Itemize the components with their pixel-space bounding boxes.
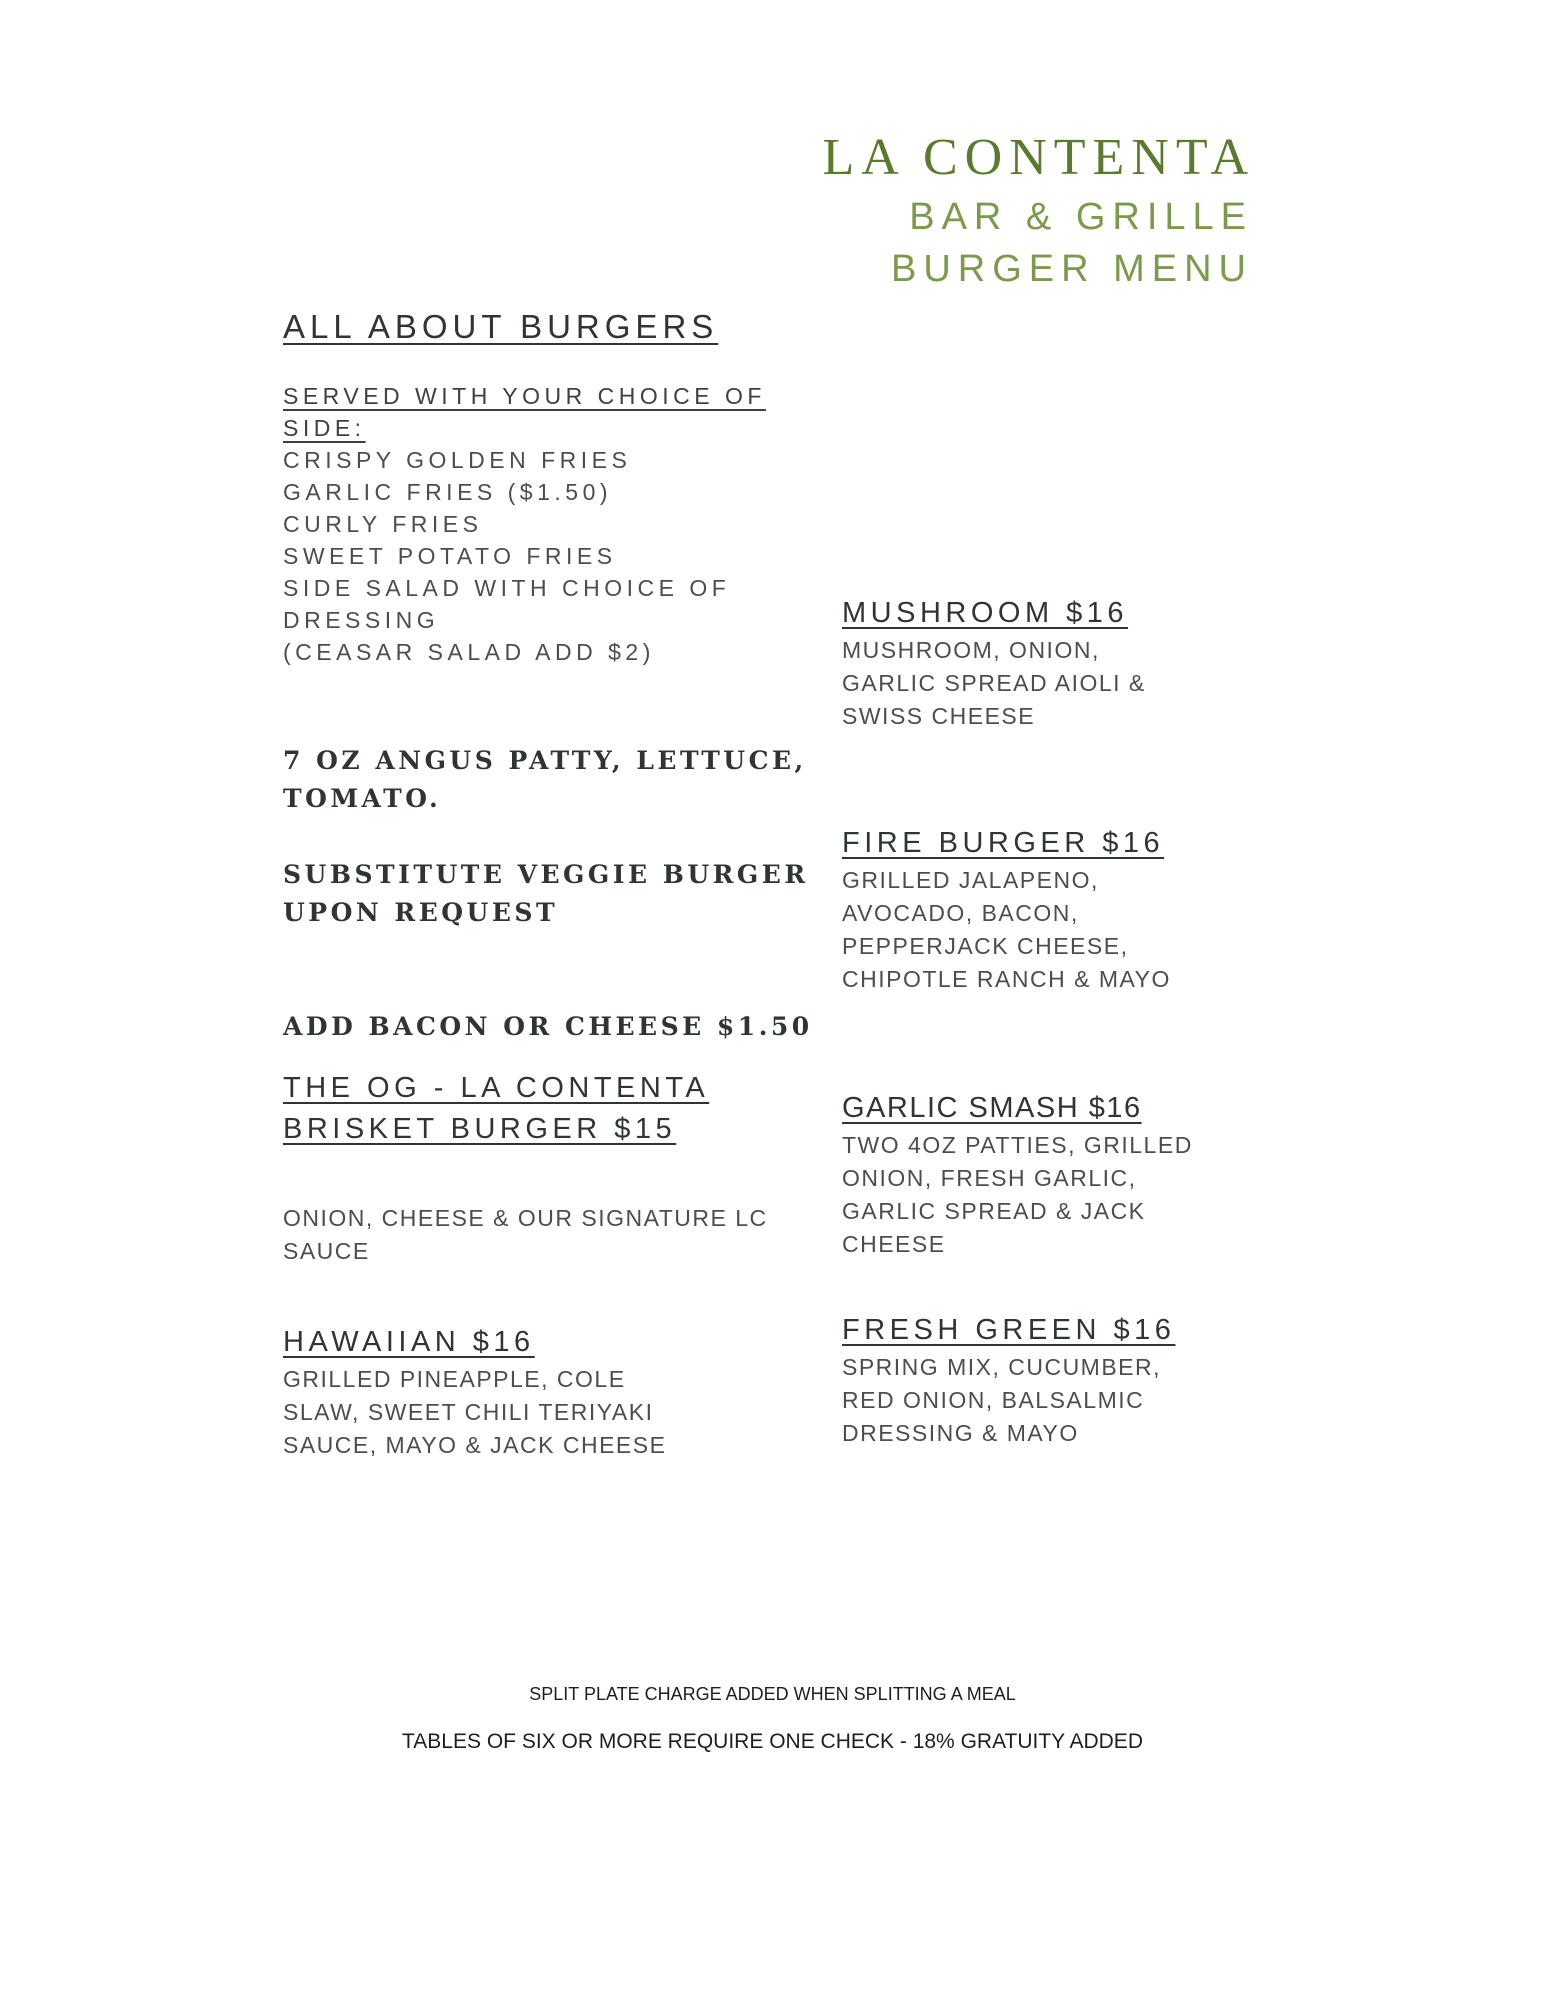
menu-item-title: MUSHROOM $16 <box>842 597 1129 629</box>
menu-item-hawaiian <box>283 1322 683 1462</box>
menu-item-mushroom <box>842 593 1182 733</box>
menu-item-title: GARLIC SMASH $16 <box>842 1092 1142 1124</box>
menu-item-fresh-green <box>842 1310 1202 1450</box>
menu-item-title: FIRE BURGER $16 <box>842 827 1165 859</box>
veggie-note: SUBSTITUTE VEGGIE BURGER UPON REQUEST <box>283 860 809 927</box>
menu-item-description: GRILLED JALAPENO, AVOCADO, BACON, PEPPERJACK CHEESE, CHIPOTLE RANCH & MAYO <box>842 867 1171 992</box>
menu-item-og <box>283 1068 709 1150</box>
menu-item-description: GRILLED PINEAPPLE, COLE SLAW, SWEET CHILI TERIYAKI SAUCE, MAYO & JACK CHEESE <box>283 1366 667 1458</box>
side-item: GARLIC FRIES ($1.50) <box>283 479 613 505</box>
side-item: CURLY FRIES <box>283 511 483 537</box>
section-heading: ALL ABOUT BURGERS <box>283 308 719 345</box>
menu-item-description: SPRING MIX, CUCUMBER, RED ONION, BALSALMIC DRESSING & MAYO <box>842 1354 1162 1446</box>
sides-list <box>283 380 843 668</box>
menu-item-title: THE OG - LA CONTENTA <box>283 1072 710 1104</box>
restaurant-name: LA CONTENTA <box>822 129 1255 186</box>
menu-item-title: FRESH GREEN $16 <box>842 1314 1176 1346</box>
menu-item-title: HAWAIIAN $16 <box>283 1326 535 1358</box>
patty-note: 7 OZ ANGUS PATTY, LETTUCE, TOMATO. <box>283 746 807 813</box>
side-item: SWEET POTATO FRIES <box>283 543 617 569</box>
addon-note: ADD BACON OR CHEESE $1.50 <box>283 1012 813 1041</box>
menu-item-description: ONION, CHEESE & OUR SIGNATURE LC SAUCE <box>283 1205 768 1264</box>
menu-name: BURGER MENU <box>890 248 1253 290</box>
side-item: SIDE SALAD WITH CHOICE OF <box>283 575 731 601</box>
sides-heading: SERVED WITH YOUR CHOICE OF SIDE: <box>283 383 766 441</box>
menu-item-description: TWO 4OZ PATTIES, GRILLED ONION, FRESH GARLIC, GARLIC SPREAD & JACK CHEESE <box>842 1132 1193 1257</box>
side-item: DRESSING <box>283 607 440 633</box>
menu-item-garlic-smash <box>842 1088 1222 1261</box>
split-plate-note: SPLIT PLATE CHARGE ADDED WHEN SPLITTING A MEAL <box>529 1684 1016 1704</box>
restaurant-subtitle: BAR & GRILLE <box>909 196 1253 238</box>
side-item: (CEASAR SALAD ADD $2) <box>283 639 655 665</box>
large-party-note: TABLES OF SIX OR MORE REQUIRE ONE CHECK - 18% GRATUITY ADDED <box>402 1730 1143 1753</box>
side-item: CRISPY GOLDEN FRIES <box>283 447 632 473</box>
menu-item-title: BRISKET BURGER $15 <box>283 1113 677 1145</box>
menu-item-description: MUSHROOM, ONION, GARLIC SPREAD AIOLI & SWISS CHEESE <box>842 637 1146 729</box>
menu-item-fire <box>842 823 1222 996</box>
